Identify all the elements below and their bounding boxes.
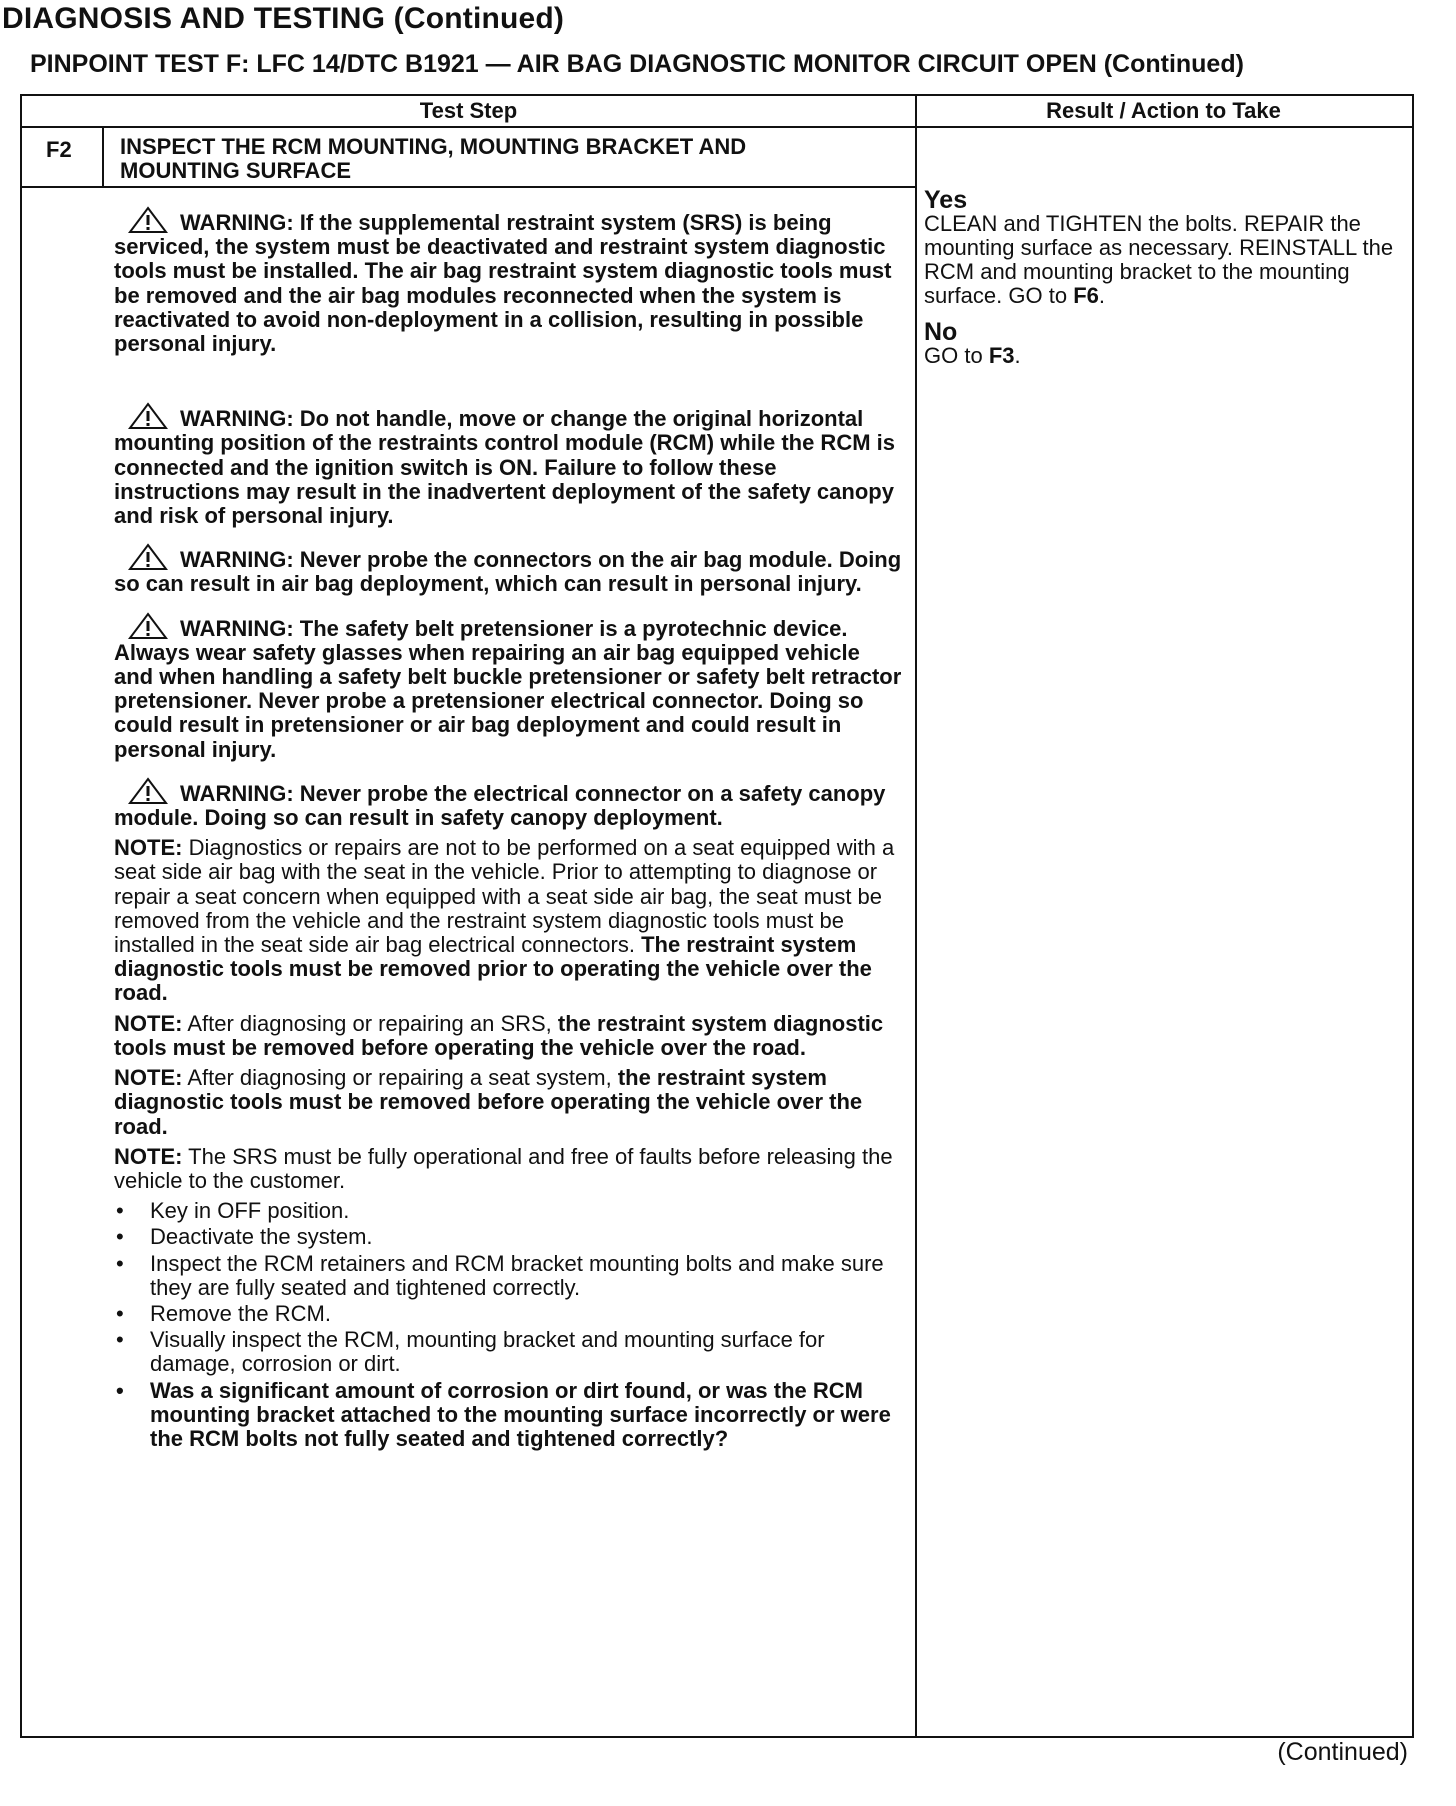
header-result-action: Result / Action to Take [1046,98,1281,123]
bullet: • [116,1198,124,1224]
goto-step-link: F3 [988,343,1015,368]
note-text: Diagnostics or repairs are not to be performed on a seat equipped with a seat side air bag with the seat in the vehicle. Prior to attempting to diagnose or repair a seat concern when equipped with a seat side air bag, the seat must be removed from the vehicle and the restraint system diagnostic tools must be installed in the seat side air bag electrical connectors. [114,835,895,958]
warning-block [114,543,904,596]
warning-block [114,402,904,528]
warning-block [114,612,904,762]
result-yes-text: CLEAN and TIGHTEN the bolts. REPAIR the mounting surface as necessary. REINSTALL the RCM and mounting bracket to the mounting surface. GO to F6. [924,211,1394,308]
note-block [114,836,904,1005]
procedure-list [114,1199,904,1451]
note-text: After diagnosing or repairing a seat system, [187,1065,612,1091]
bullet: • [116,1377,124,1403]
result-no-label: No [924,318,958,346]
bullet: • [116,1224,124,1250]
result-action-column [924,188,1404,368]
warning-triangle-icon [128,402,168,430]
column-divider [915,96,917,1736]
step-id: F2 [46,137,72,162]
warning-triangle-icon [128,612,168,640]
warning-triangle-icon [128,206,168,234]
page-title: DIAGNOSIS AND TESTING (Continued) [2,2,565,35]
note-emphasis: the restraint system diagnostic tools must be removed before operating the vehicle over the road. [114,1010,884,1060]
note-label: NOTE: [114,835,183,861]
warning-text: WARNING: Do not handle, move or change the original horizontal mounting position of the restraints control module (RCM) while the RCM is connected and the ignition switch is ON. Failure to follow these instructions may result in the inadvertent deployment of the safety canopy and risk of personal injury. [114,406,895,529]
note-emphasis: The restraint system diagnostic tools must be removed prior to operating the vehicle over the road. [114,932,872,1006]
step-title: INSPECT THE RCM MOUNTING, MOUNTING BRACKET AND MOUNTING SURFACE [120,134,747,183]
list-item: • Inspect the RCM retainers and RCM bracket mounting bolts and make sure they are fully seated and tightened correctly. [116,1250,884,1300]
warning-text: WARNING: If the supplemental restraint system (SRS) is being serviced, the system must be deactivated and restraint system diagnostic tools must be installed. The air bag restraint system diagnostic tools must be removed and the air bag modules reconnected when the system is reactivated to avoid non-deployment in a collision, resulting in possible personal injury. [114,210,892,357]
header-divider [22,126,1412,128]
goto-step-link: F6 [1073,283,1099,308]
note-text: After diagnosing or repairing an SRS, [187,1010,552,1036]
note-block [114,1145,904,1193]
list-item: • Deactivate the system. [116,1224,373,1250]
warning-block [114,206,904,356]
list-item: • Key in OFF position. [116,1198,350,1224]
header-test-step: Test Step [419,98,518,123]
pinpoint-test-title: PINPOINT TEST F: LFC 14/DTC B1921 — AIR BAG DIAGNOSTIC MONITOR CIRCUIT OPEN (Continued) [30,50,1244,78]
list-item: • Remove the RCM. [116,1300,331,1326]
warning-text: WARNING: Never probe the electrical connector on a safety canopy module. Doing so can result in safety canopy deployment. [114,780,886,831]
step-title-divider [22,186,915,188]
note-label: NOTE: [114,1065,183,1091]
bullet: • [116,1327,124,1353]
warning-text: WARNING: The safety belt pretensioner is a pyrotechnic device. Always wear safety glasses when repairing an air bag equipped vehicle and when handling a safety belt buckle pretensioner or safety belt retractor pretensioner. Never probe a pretensioner electrical connector. Doing so could result in pretensioner or air bag deployment and could result in personal injury. [114,615,902,762]
bullet: • [116,1250,124,1276]
list-item: • Visually inspect the RCM, mounting bracket and mounting surface for damage, corrosion or dirt. [116,1327,825,1377]
result-no-text: GO to F3. [924,343,1021,368]
warning-triangle-icon [128,777,168,805]
bullet: • [116,1300,124,1326]
continued-footer: (Continued) [1277,1738,1408,1766]
list-item-question: • Was a significant amount of corrosion or dirt found, or was the RCM mounting bracket attached to the mounting surface incorrectly or were the RCM bolts not fully seated and tightened correctly? [116,1377,891,1451]
note-label: NOTE: [114,1010,183,1036]
note-block [114,1066,904,1139]
diagnostic-table [20,94,1414,1738]
note-emphasis: the restraint system diagnostic tools must be removed before operating the vehicle over the road. [114,1065,863,1139]
result-yes-label: Yes [924,186,968,214]
note-label: NOTE: [114,1143,183,1169]
warning-text: WARNING: Never probe the connectors on the air bag module. Doing so can result in air bag deployment, which can result in personal injury. [114,547,902,597]
test-step-body [114,206,904,1453]
warning-block [114,777,904,830]
step-id-divider [102,126,104,186]
note-block [114,1012,904,1060]
warning-triangle-icon [128,543,168,571]
note-text: The SRS must be fully operational and free of faults before releasing the vehicle to the customer. [114,1143,893,1193]
